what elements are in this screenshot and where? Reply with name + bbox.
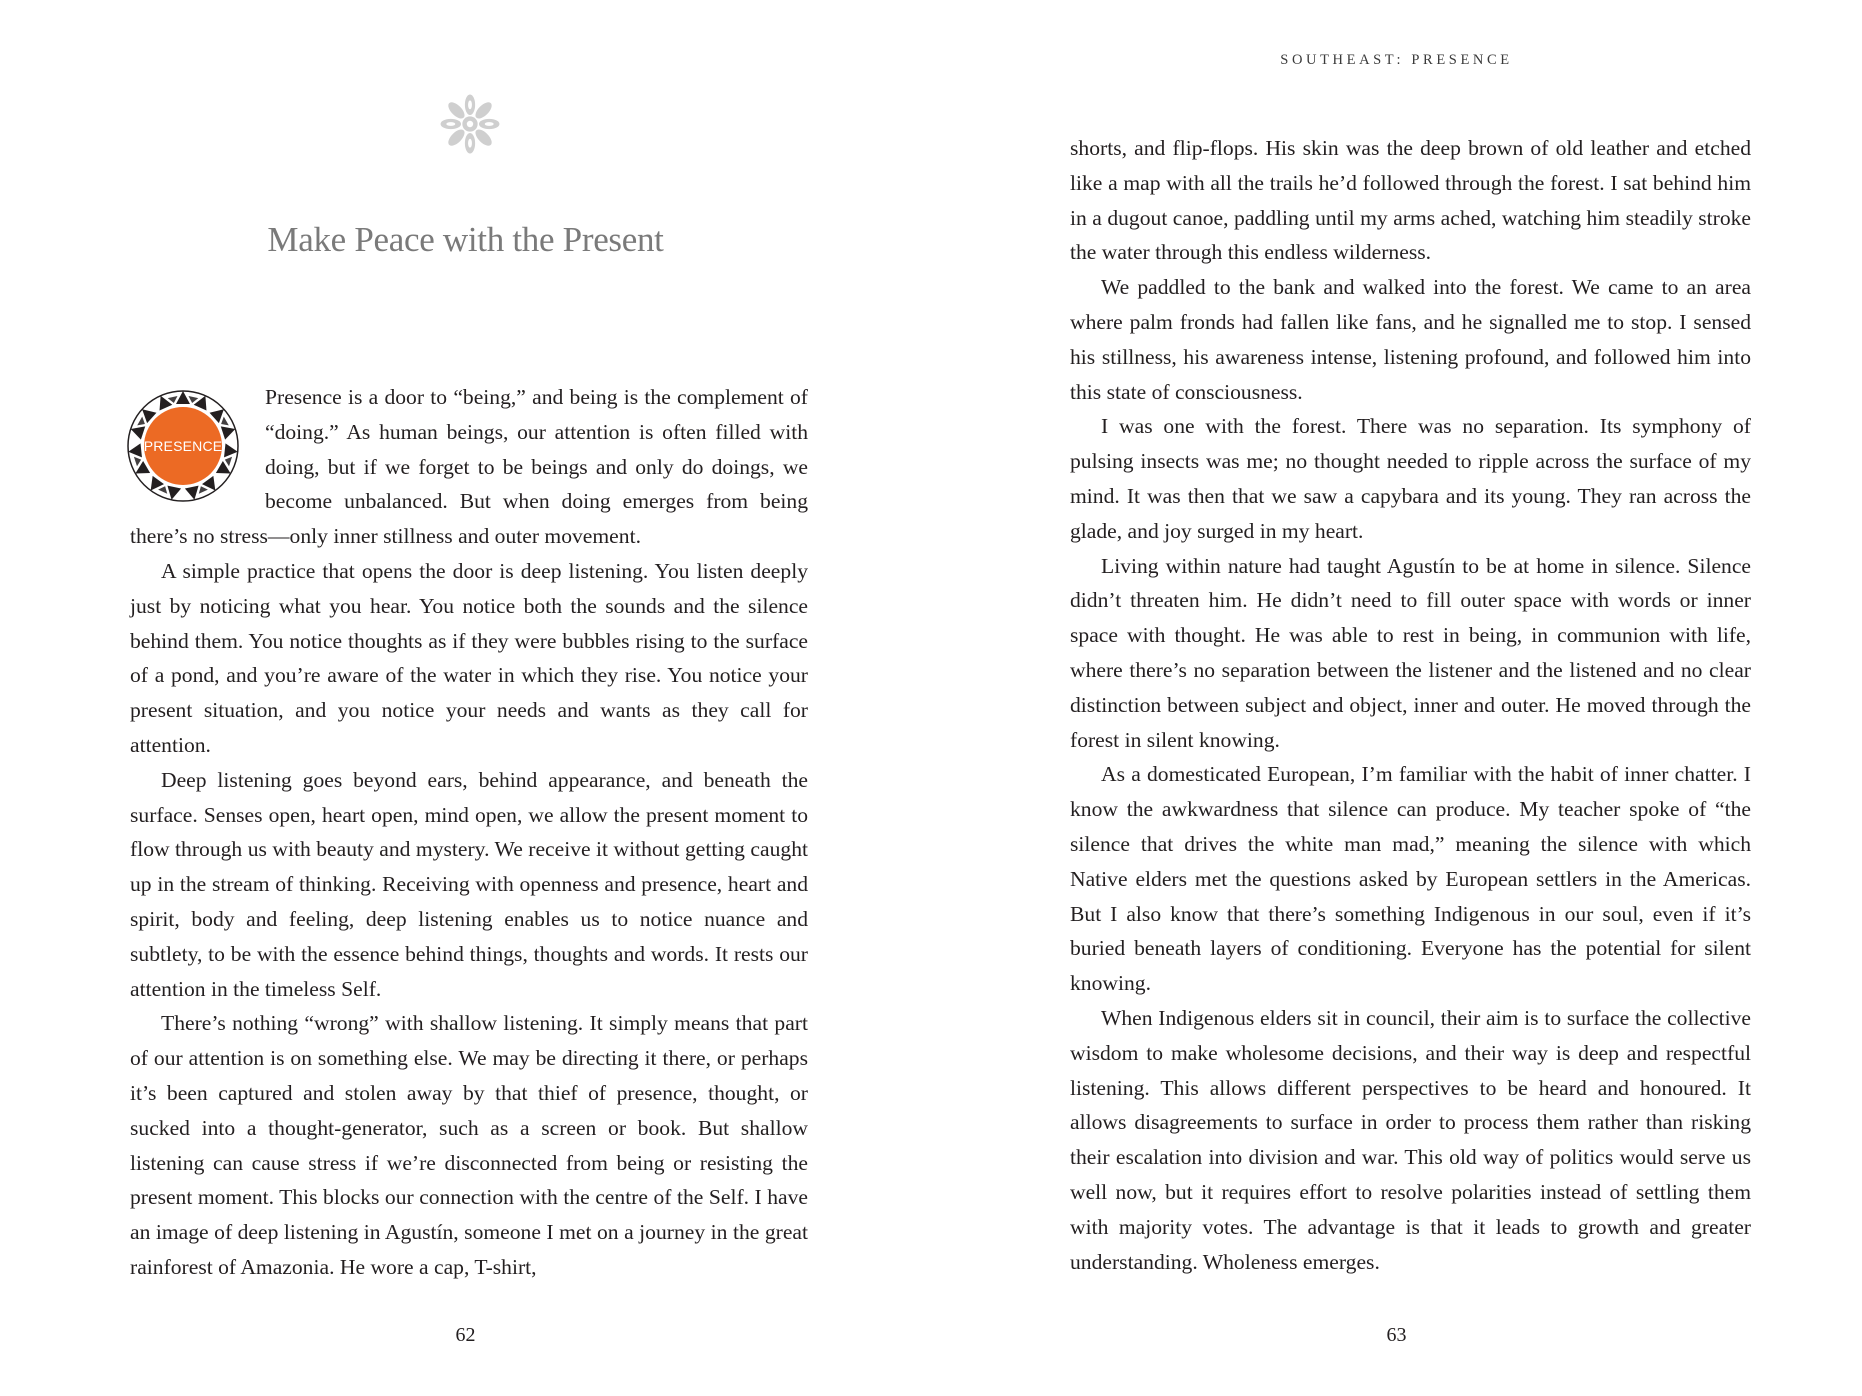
paragraph: I was one with the forest. There was no separation. Its symphony of pulsing insects was me; no thought needed to ripple across the surface of my mind. It was then that we saw a capybara and its young. They ran across the glade, and joy surged in my heart.	[1070, 414, 1751, 543]
paragraph: When Indigenous elders sit in council, their aim is to surface the collective wisdom to make wholesome decisions, and their way is deep and respectful listening. This allows different perspectives to be heard and honoured. It allows disagreements to surface in order to process them rather than risking their escalation into division and war. This old way of politics would serve us well now, but it requires effort to resolve polarities instead of settling them with majority votes. The advantage is that it leads to growth and greater understanding. Wholeness emerges.	[1070, 1005, 1751, 1274]
chapter-title: Make Peace with the Present	[267, 220, 664, 259]
paragraph: Living within nature had taught Agustín to be at home in silence. Silence didn’t threaten him. He didn’t need to fill outer space with words or inner space with thought. He was able to rest in being, in communion with life, where there’s no separation between the listener and the listened and no clear distinction between subject and object, inner and outer. He moved through the forest in silent knowing.	[1070, 553, 1751, 752]
left-body-text	[130, 380, 808, 1285]
badge-label: PRESENCE	[143, 438, 223, 454]
paragraph: A simple practice that opens the door is deep listening. You listen deeply just by noticing what you hear. You notice both the sounds and the silence behind them. You notice thoughts as if they were bubbles rising to the surface of a pond, and you’re aware of the water in which they rise. You notice your present situation, and you notice your needs and wants as they call for attention.	[130, 558, 808, 757]
paragraph: As a domesticated European, I’m familiar with the habit of inner chatter. I know the awkwardness that silence can produce. My teacher spoke of “the silence that drives the white man mad,” meaning the silence with which Native elders met the questions asked by European settlers in the Americas. But I also know that there’s something Indigenous in our soul, even if it’s buried beneath layers of conditioning. Everyone has the potential for silent knowing.	[1070, 762, 1751, 996]
running-head: SOUTHEAST: PRESENCE	[1280, 52, 1513, 68]
paragraph: Deep listening goes beyond ears, behind appearance, and beneath the surface. Senses open, heart open, mind open, we allow the present moment to flow through us with beauty and mystery. We receive it without getting caught up in the stream of thinking. Receiving with openness and presence, heart and spirit, body and feeling, deep listening enables us to notice nuance and subtlety, to be with the essence behind things, thoughts and words. It rests our attention in the timeless Self.	[130, 767, 808, 1001]
paragraph: Presence is a door to “being,” and being is the complement of “doing.” As human beings, our attention is often filled with doing, but if we forget to be beings and only do doings, we become unbalanced. But when doing emerges from being there’s no stress—only inner stillness and outer movement.	[130, 380, 808, 554]
page-number: 62	[455, 1324, 476, 1346]
paragraph: We paddled to the bank and walked into the forest. We came to an area where palm fronds had fallen like fans, and he signalled me to stop. I sensed his stillness, his awareness intense, listening profound, and followed him into this state of consciousness.	[1070, 275, 1751, 404]
page-number: 63	[1386, 1324, 1407, 1346]
paragraph: shorts, and flip-flops. His skin was the deep brown of old leather and etched like a map with all the trails he’d followed through the forest. I sat behind him in a dugout canoe, paddling until my arms ached, watching him steadily stroke the water through this endless wilderness.	[1070, 136, 1751, 265]
paragraph: There’s nothing “wrong” with shallow listening. It simply means that part of our attention is on something else. We may be directing it there, or perhaps it’s been captured and stolen away by that thief of presence, thought, or sucked into a thought-generator, such as a screen or book. But shallow listening can cause stress if we’re disconnected from being or resisting the present moment. This blocks our connection with the centre of the Self. I have an image of deep listening in Agustín, someone I met on a journey in the great rainforest of Amazonia. He wore a cap, T-shirt,	[130, 1011, 808, 1279]
badge-wrap-space	[130, 380, 265, 515]
right-page	[931, 0, 1862, 1396]
right-body-text	[1070, 131, 1751, 1279]
compass-flower-icon	[438, 92, 502, 156]
